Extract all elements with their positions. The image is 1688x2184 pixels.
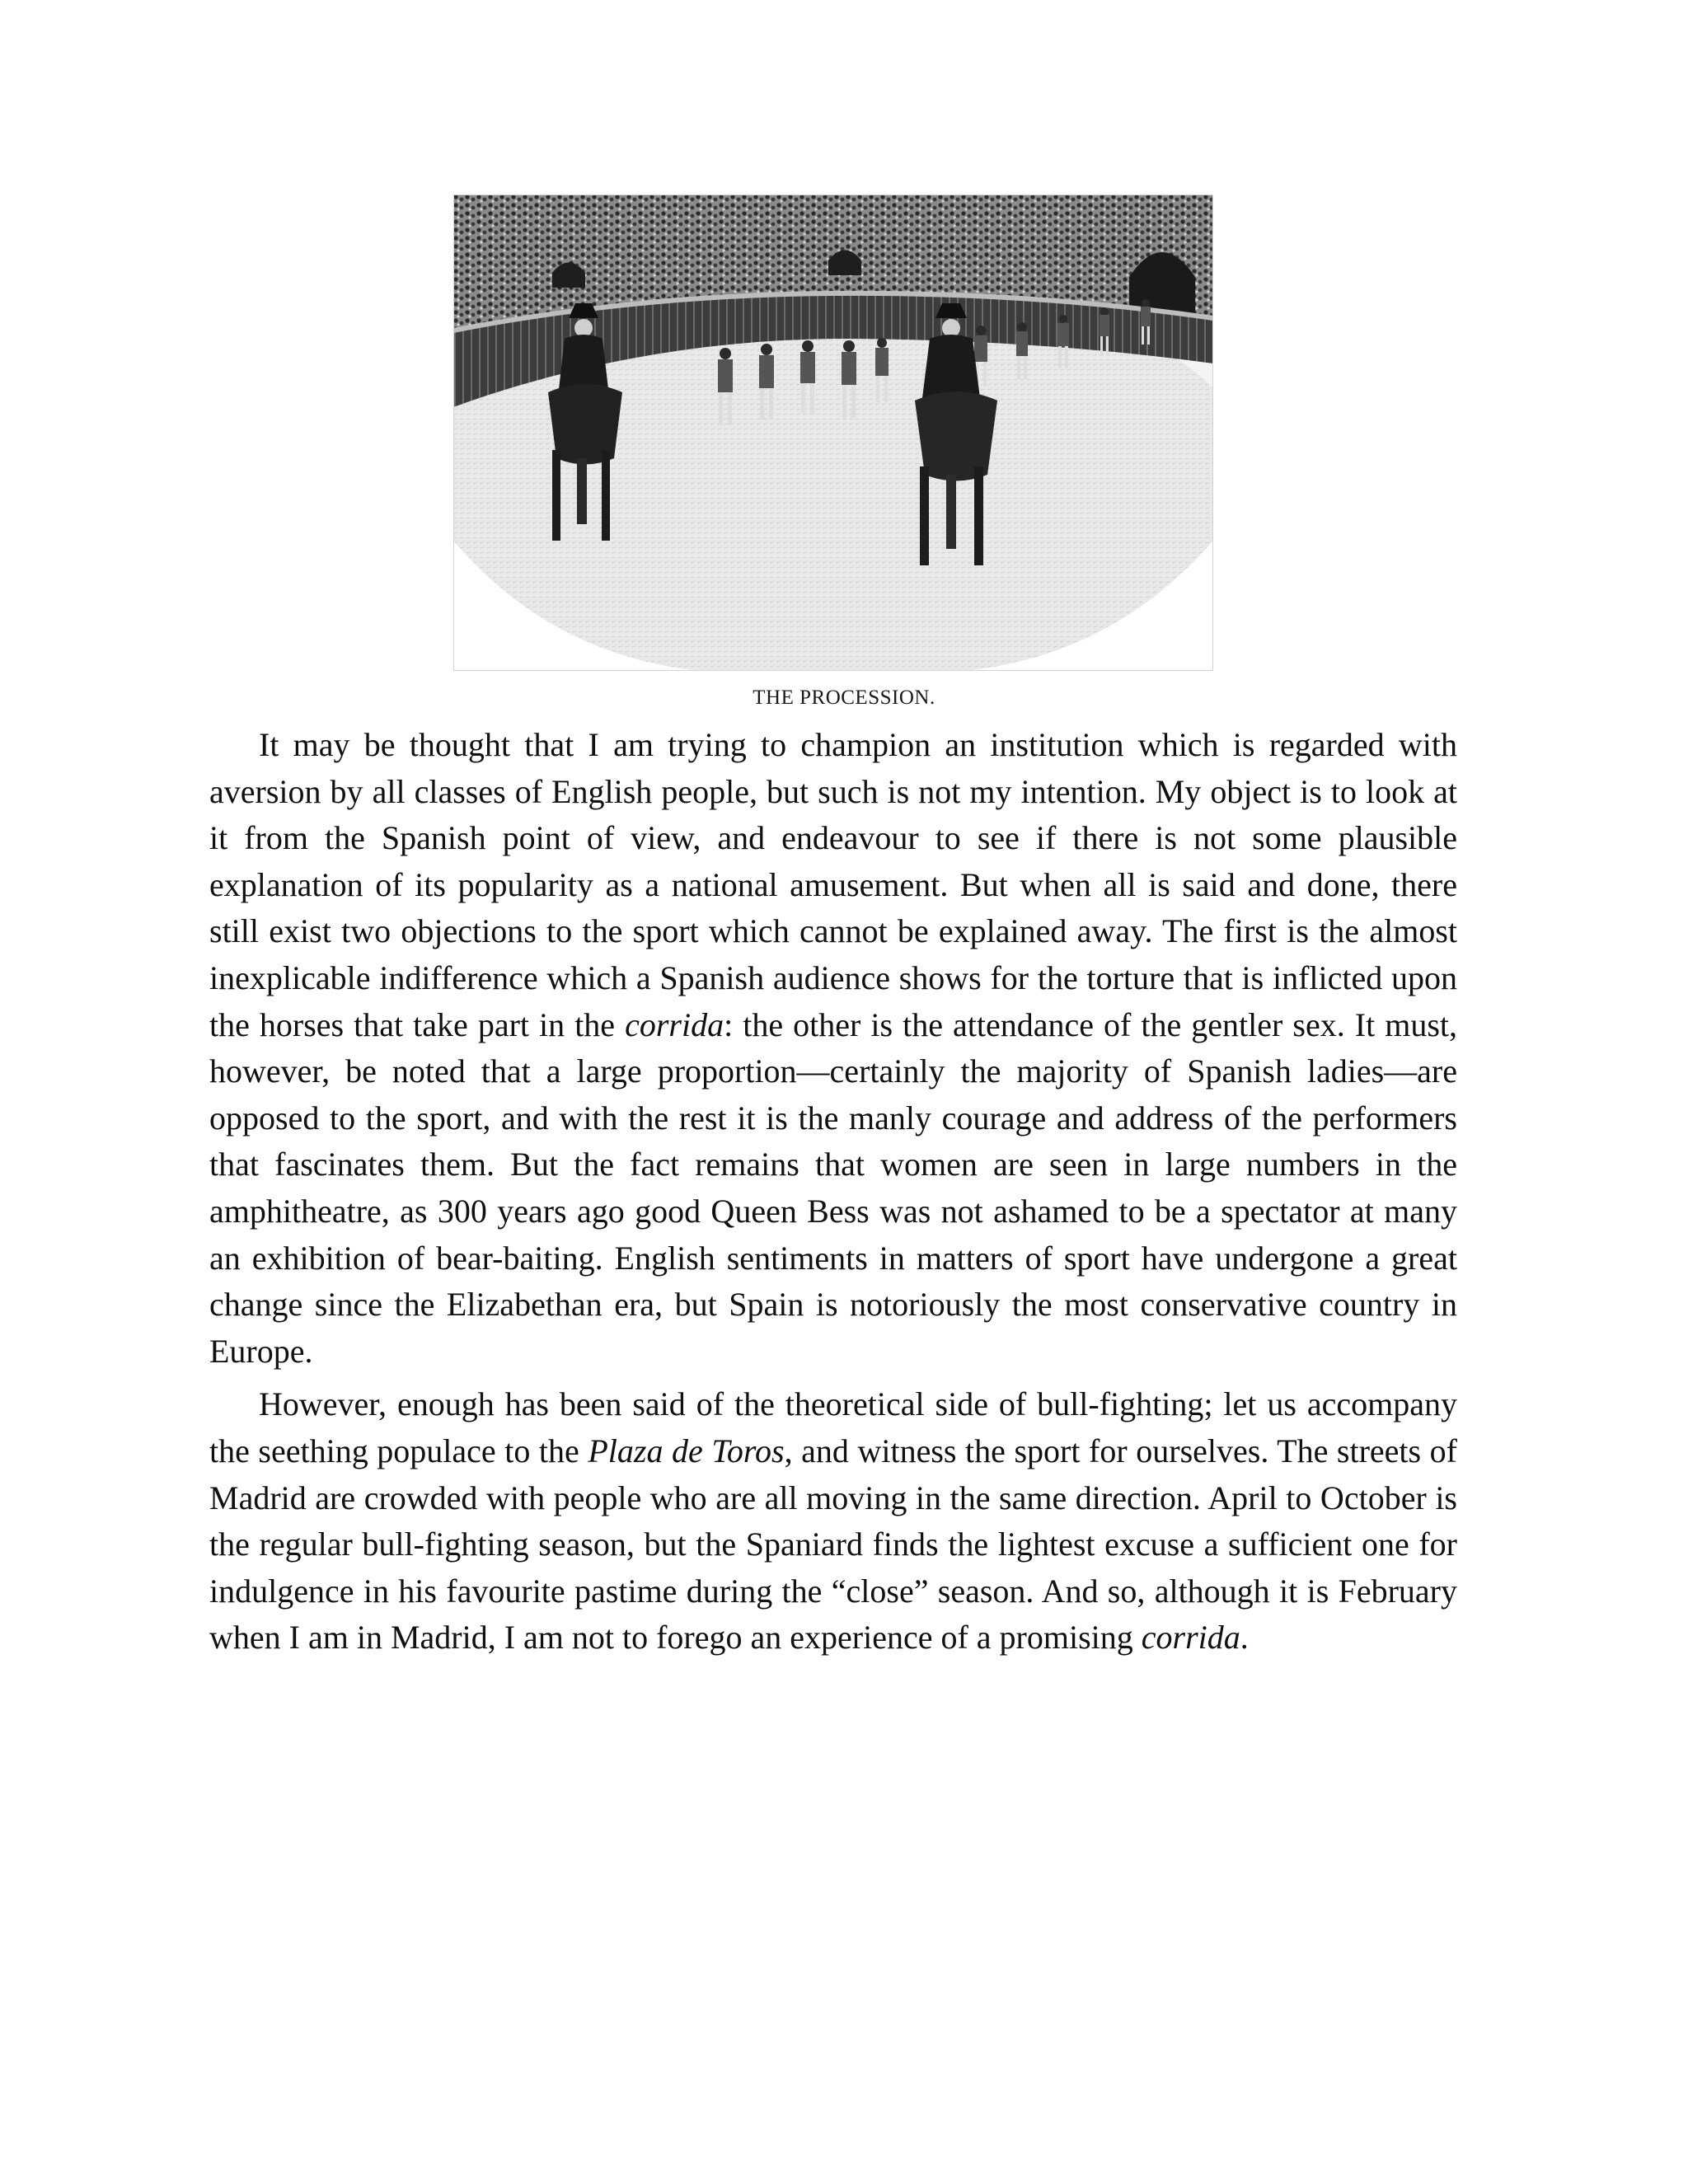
figure-caption: THE PROCESSION. xyxy=(753,687,935,709)
italic-term: corrida xyxy=(625,1005,724,1043)
text-segment: : the other is the attendance of the gentler sex. It must, however, be noted that a large proportion—certainly the majority of Spanish ladies—are opposed to the sport, and with the rest it is the manly courage and address of the performers that fascinates them. But the fact remains that women are seen in large numbers in the amphitheatre, as 300 years ago good Queen Bess was not ashamed to be a spectator at many an exhibition of bear-baiting. English sentiments in matters of sport have undergone a great change since the Elizabethan era, but Spain is notoriously the most conservative country in Europe. xyxy=(209,1005,1458,1370)
text-segment: . xyxy=(1240,1619,1249,1657)
paragraph-2 xyxy=(209,1381,1457,1661)
italic-term: corrida xyxy=(1141,1619,1240,1657)
italic-term: Plaza de Toros xyxy=(588,1432,785,1469)
procession-illustration xyxy=(453,194,1213,671)
text-segment: , and witness the sport for ourselves. The streets of Madrid are crowded with people who are all moving in the same direction. April to October is the regular bull-fighting season, but the Spaniard finds the lightest excuse a sufficient one for indulgence in his favourite pastime during the “close” season. And so, although it is February when I am in Madrid, I am not to forego an experience of a promising xyxy=(209,1432,1457,1657)
body-text xyxy=(209,722,1457,1661)
text-segment: However, enough has been said of the theoretical side of bull-fighting; let us accompany the seething populace to the xyxy=(209,1385,1457,1469)
paragraph-1 xyxy=(209,722,1457,1375)
text-segment: It may be thought that I am trying to champion an institution which is regarded with aversion by all classes of English people, but such is not my intention. My object is to look at it from the Spanish point of view, and endeavour to see if there is not some plausible explanation of its popularity as a national amusement. But when all is said and done, there still exist two objections to the sport which cannot be explained away. The first is the almost inexplicable indifference which a Spanish audience shows for the torture that is inflicted upon the horses that take part in the xyxy=(209,726,1457,1043)
procession-engraving xyxy=(453,194,1213,671)
